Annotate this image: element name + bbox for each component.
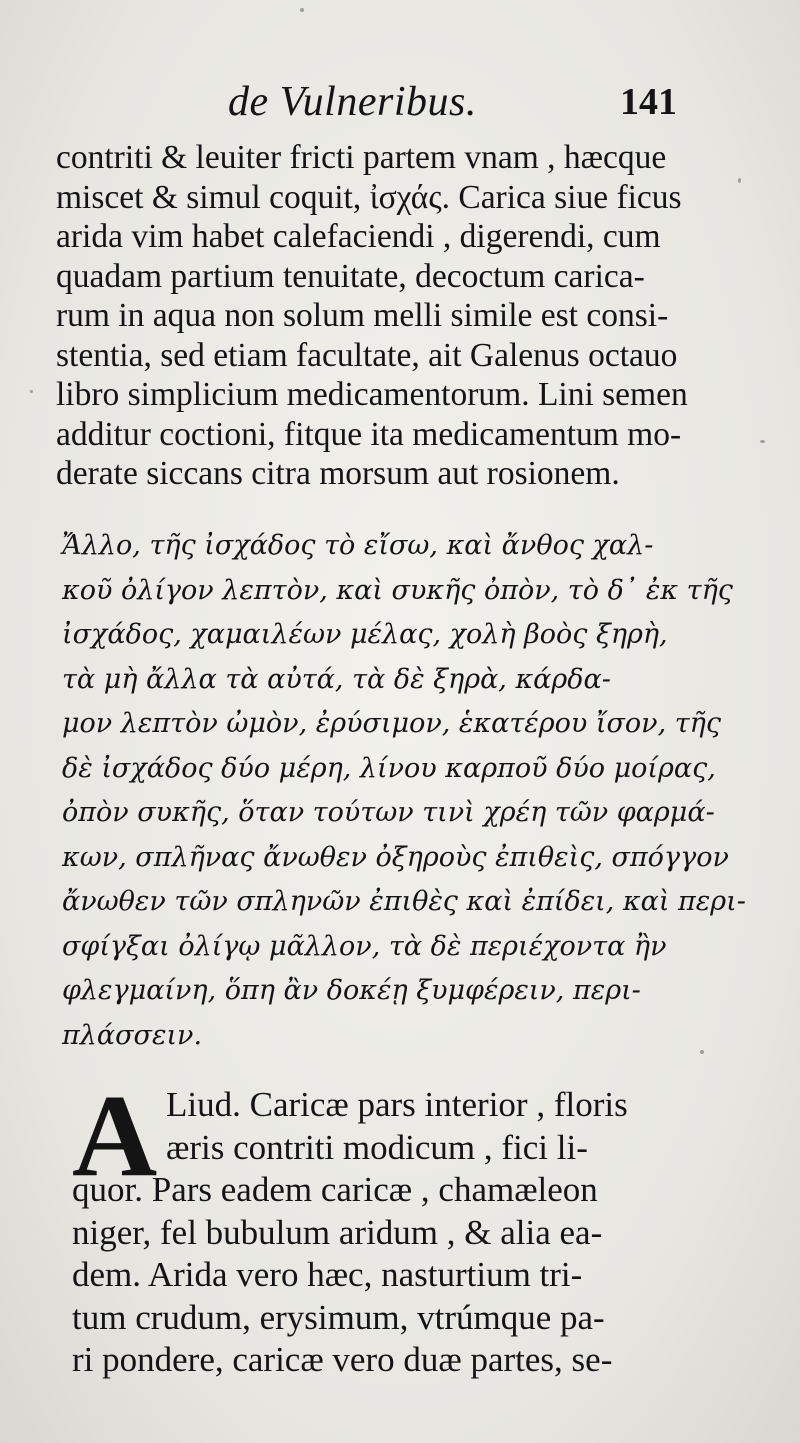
greek-line: ἰσχάδος, χαμαιλέων μέλας, χολὴ βοὸς ξηρὴ,	[62, 619, 668, 650]
page-header	[0, 78, 800, 128]
greek-line: κων, σπλῆνας ἄνωθεν ὀξηροὺς ἐπιθεὶς, σπόγγον	[62, 841, 729, 873]
text-line: arida vim habet calefaciendi , digerendi, cum	[56, 218, 661, 255]
text-line: ri pondere, caricæ vero duæ partes, se-	[72, 1340, 613, 1379]
text-line: quor. Pars eadem caricæ , chamæleon	[72, 1170, 598, 1209]
greek-line: φλεγμαίνη, ὅπη ἂν δοκέῃ ξυμφέρειν, περι-	[62, 975, 641, 1006]
text-line: additur coctioni, fitque ita medicamentum mo-	[56, 415, 682, 453]
ink-speck	[738, 178, 741, 183]
ink-speck	[760, 440, 765, 443]
page-number: 141	[620, 81, 677, 123]
text-line: Liud. Caricæ pars interior , floris	[166, 1085, 628, 1124]
text-line: quadam partium tenuitate, decoctum carica-	[56, 257, 645, 295]
latin-paragraph-2	[72, 1070, 722, 1382]
latin-paragraph	[56, 138, 716, 494]
greek-line: μον λεπτὸν ὠμὸν, ἐρύσιμον, ἑκατέρου ἴσον, τῆς	[62, 708, 721, 739]
greek-line: σφίγξαι ὀλίγῳ μᾶλλον, τὰ δὲ περιέχοντα ἢν	[62, 930, 667, 962]
text-line: miscet & simul coquit, ἰσχάς. Carica siue ficus	[56, 178, 682, 216]
ink-speck	[30, 390, 33, 393]
text-line: rum in aqua non solum melli simile est consi-	[56, 297, 669, 334]
greek-line: πλάσσειν.	[62, 1019, 203, 1051]
greek-line: ἄνωθεν τῶν σπληνῶν ἐπιθὲς καὶ ἐπίδει, καὶ περι-	[62, 886, 746, 917]
text-line: contriti & leuiter fricti partem vnam , hæcque	[56, 139, 667, 176]
greek-line: ὀπὸν συκῆς, ὅταν τούτων τινὶ χρέη τῶν φαρμά-	[62, 797, 715, 828]
greek-line: δὲ ἰσχάδος δύο μέρη, λίνου καρποῦ δύο μοίρας,	[62, 752, 716, 784]
greek-line: τὰ μὴ ἄλλα τὰ αὐτά, τὰ δὲ ξηρὰ, κάρδα-	[62, 663, 611, 695]
text-line: derate siccans citra morsum aut rosionem.	[56, 455, 620, 492]
text-line: libro simplicium medicamentorum. Lini semen	[56, 376, 688, 413]
ink-speck	[300, 8, 304, 12]
greek-paragraph	[62, 524, 746, 1058]
drop-cap: A	[72, 1070, 158, 1201]
greek-line: κοῦ ὀλίγον λεπτὸν, καὶ συκῆς ὀπὸν, τὸ δ᾽ ἐκ τῆς	[62, 574, 733, 606]
text-line: tum crudum, erysimum, vtrúmque pa-	[72, 1297, 605, 1337]
text-line: dem. Arida vero hæc, nasturtium tri-	[72, 1255, 583, 1294]
greek-line: Ἄλλο, τῆς ἰσχάδος τὸ εἴσω, καὶ ἄνθος χαλ-	[62, 530, 654, 561]
text-line: niger, fel bubulum aridum , & alia ea-	[72, 1212, 603, 1252]
text-line: æris contriti modicum , fici li-	[166, 1127, 588, 1167]
text-line: stentia, sed etiam facultate, ait Galenus octauo	[56, 336, 678, 374]
running-title: de Vulneribus.	[228, 79, 477, 125]
